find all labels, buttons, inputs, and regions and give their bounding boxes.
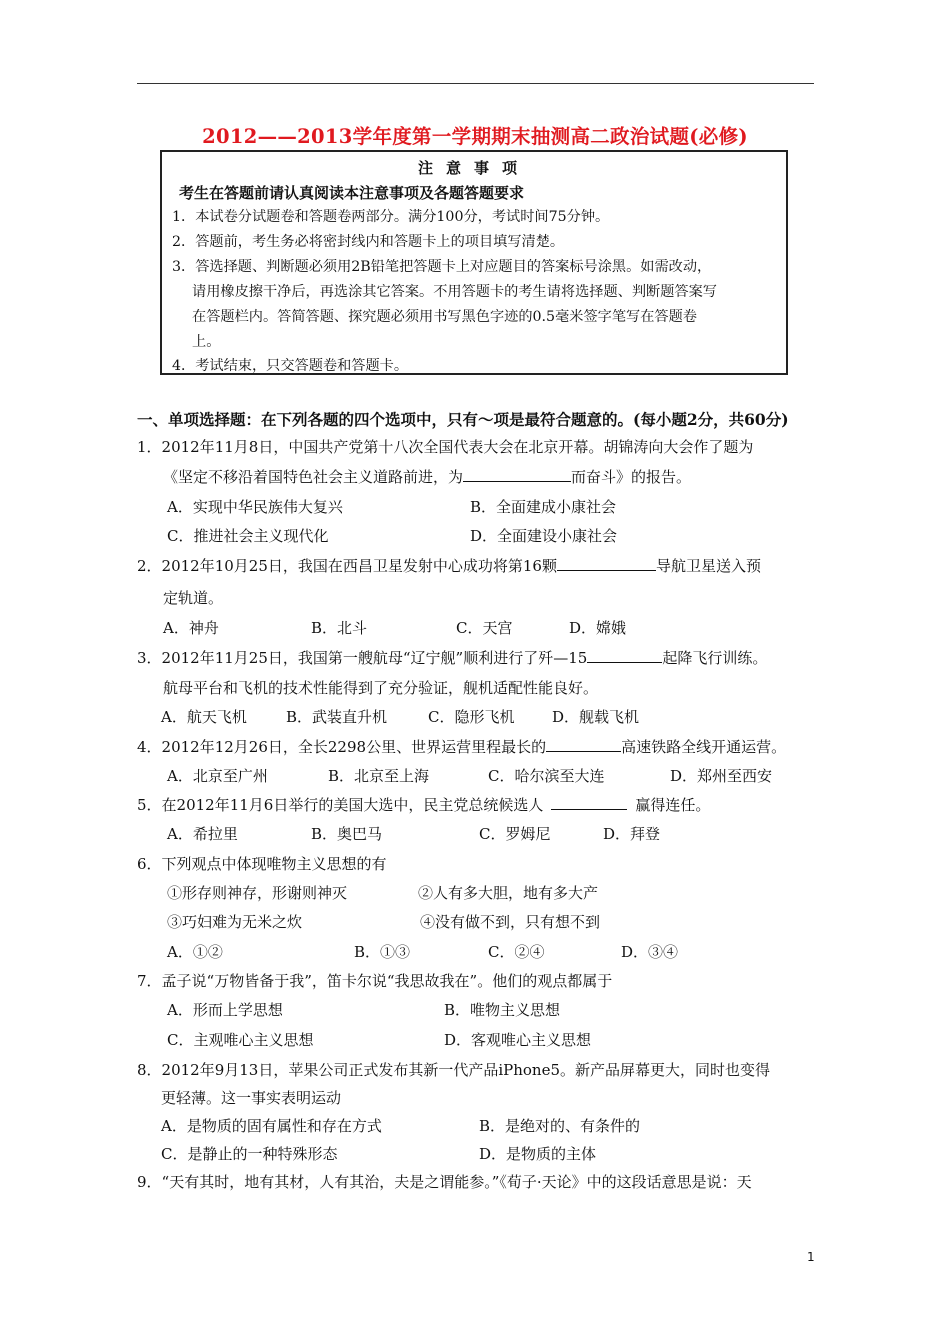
option-c: C．罗姆尼 (479, 825, 551, 843)
page-number: 1 (807, 1250, 815, 1264)
answer-blank (546, 737, 621, 752)
question-4-stem: 4．2012年12月26日，全长2298公里、世界运营里程最长的 高速铁路全线开通运营。 (137, 738, 787, 756)
question-9-stem: 9．“天有其时，地有其材，人有其治，夫是之谓能参。”《荀子·天论》中的这段话意思是说：天 (137, 1173, 752, 1191)
option-b: B．武装直升机 (286, 708, 388, 726)
option-a: A．实现中华民族伟大复兴 (167, 498, 343, 516)
option-b: B．北京至上海 (328, 767, 430, 785)
statement-4: ④没有做不到，只有想不到 (420, 913, 601, 931)
answer-blank (557, 556, 656, 571)
notice-subheading: 考生在答题前请认真阅读本注意事项及各题答题要求 (179, 184, 525, 202)
statement-1: ①形存则神存，形谢则神灭 (167, 884, 348, 902)
question-8-stem: 8．2012年9月13日，苹果公司正式发布其新一代产品iPhone5。新产品屏幕更大，同时也变得 (137, 1061, 771, 1079)
option-a: A．北京至广州 (167, 767, 268, 785)
option-b: B．是绝对的、有条件的 (479, 1117, 641, 1135)
header-rule (137, 83, 814, 84)
option-d: D．③④ (621, 943, 679, 961)
answer-blank (463, 467, 571, 482)
option-c: C．主观唯心主义思想 (167, 1031, 314, 1049)
notice-line: 4．考试结束，只交答题卷和答题卡。 (172, 358, 409, 374)
option-c: C．哈尔滨至大连 (488, 767, 605, 785)
option-a: A．希拉里 (167, 825, 238, 843)
statement-2: ②人有多大胆，地有多大产 (418, 884, 599, 902)
answer-blank (551, 795, 627, 810)
question-3-stem: 3．2012年11月25日，我国第一艘航母“辽宁舰”顺利进行了歼—15 起降飞行训练。 (137, 649, 768, 667)
notice-line: 1．本试卷分试题卷和答题卷两部分。满分100分，考试时间75分钟。 (172, 209, 610, 225)
notice-line: 上。 (192, 334, 221, 350)
option-c: C．推进社会主义现代化 (167, 527, 329, 545)
option-d: D．嫦娥 (569, 619, 627, 637)
question-2-stem: 2．2012年10月25日，我国在西昌卫星发射中心成功将第16颗 导航卫星送入预 (137, 557, 761, 575)
option-b: B．唯物主义思想 (444, 1001, 561, 1019)
notice-line: 2．答题前，考生务必将密封线内和答题卡上的项目填写清楚。 (172, 234, 565, 250)
question-8-stem-cont: 更轻薄。这一事实表明运动 (161, 1089, 342, 1107)
question-1-stem: 1．2012年11月8日，中国共产党第十八次全国代表大会在北京开幕。胡锦涛向大会作了题为 (137, 438, 754, 456)
notice-line: 在答题栏内。答简答题、探究题必须用书写黑色字迹的0.5毫米签字笔写在答题卷 (192, 309, 697, 325)
option-c: C．②④ (488, 943, 545, 961)
question-1-stem-cont: 《坚定不移沿着国特色社会主义道路前进，为 而奋斗》的报告。 (163, 468, 692, 486)
answer-blank (587, 648, 662, 663)
option-b: B．全面建成小康社会 (470, 498, 617, 516)
option-c: C．是静止的一种特殊形态 (161, 1145, 338, 1163)
exam-title: 2012——2013学年度第一学期期末抽测高二政治试题(必修) (202, 125, 748, 148)
question-5-stem: 5．在2012年11月6日举行的美国大选中，民主党总统候选人 赢得连任。 (137, 796, 711, 814)
option-a: A．形而上学思想 (167, 1001, 283, 1019)
option-b: B．奥巴马 (311, 825, 383, 843)
option-b: B．①③ (354, 943, 411, 961)
option-b: B．北斗 (311, 619, 368, 637)
option-c: C．隐形飞机 (428, 708, 515, 726)
notice-heading: 注意事项 (417, 159, 530, 177)
notice-box (160, 150, 788, 375)
notice-line: 3．答选择题、判断题必须用2B铅笔把答题卡上对应题目的答案标号涂黑。如需改动， (172, 259, 712, 275)
option-d: D．全面建设小康社会 (470, 527, 618, 545)
option-d: D．客观唯心主义思想 (444, 1031, 592, 1049)
question-6-stem: 6．下列观点中体现唯物主义思想的有 (137, 855, 387, 873)
option-d: D．拜登 (603, 825, 661, 843)
option-a: A．是物质的固有属性和存在方式 (161, 1117, 382, 1135)
section-title: 一、单项选择题：在下列各题的四个选项中，只有～项是最符合题意的。(每小题2分，共60分) (137, 410, 789, 429)
option-d: D．是物质的主体 (479, 1145, 597, 1163)
option-d: D．舰载飞机 (552, 708, 640, 726)
question-2-stem-cont: 定轨道。 (163, 589, 224, 607)
question-3-stem-cont: 航母平台和飞机的技术性能得到了充分验证，舰机适配性能良好。 (163, 679, 599, 697)
option-c: C．天宫 (456, 619, 513, 637)
option-a: A．神舟 (163, 619, 219, 637)
option-d: D．郑州至西安 (670, 767, 773, 785)
statement-3: ③巧妇难为无米之炊 (167, 913, 303, 931)
question-7-stem: 7．孟子说“万物皆备于我”，笛卡尔说“我思故我在”。他们的观点都属于 (137, 972, 613, 990)
option-a: A．①② (167, 943, 223, 961)
option-a: A．航天飞机 (161, 708, 247, 726)
notice-line: 请用橡皮擦干净后，再选涂其它答案。不用答题卡的考生请将选择题、判断题答案写 (192, 284, 717, 300)
